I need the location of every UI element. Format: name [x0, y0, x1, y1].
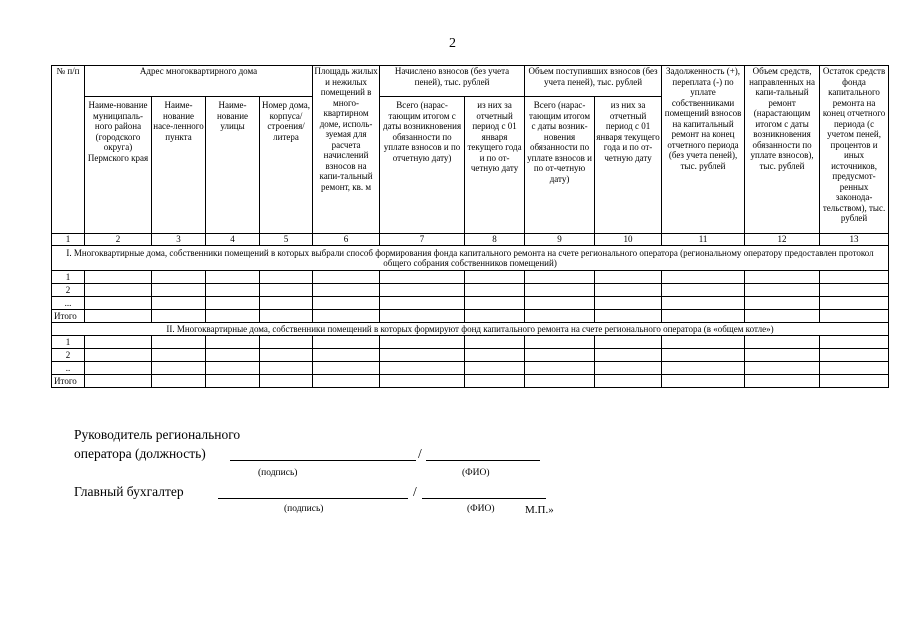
col-number: 13: [820, 234, 889, 246]
col-number: 1: [52, 234, 85, 246]
slash: /: [418, 446, 422, 461]
accountant-signature-line[interactable]: [218, 498, 408, 499]
fio-caption: (ФИО): [462, 468, 490, 478]
row-number: 1: [52, 271, 85, 284]
row-number: ...: [52, 297, 85, 310]
col-number: 11: [662, 234, 745, 246]
row-number: ..: [52, 362, 85, 375]
col-number: 12: [745, 234, 820, 246]
header-address-group: Адрес многоквартирного дома: [85, 66, 313, 97]
section1-title: I. Многоквартирные дома, собственники помещений в которых выбрали способ формирования фонда капитального ремонта на счете регионального оператора (региональному оператору предоставлен протокол общего собрания собственников помещений): [52, 246, 889, 271]
page-number: 2: [449, 36, 456, 51]
chief-accountant-label: Главный бухгалтер: [74, 484, 184, 499]
header-col3: Наиме-нование насе-ленного пункта: [152, 97, 206, 234]
col-number: 3: [152, 234, 206, 246]
row-number: 1: [52, 336, 85, 349]
header-col5: Номер дома, корпуса/ строения/ литера: [260, 97, 313, 234]
accountant-fio-line[interactable]: [422, 498, 546, 499]
header-col8: из них за отчетный период с 01 января текущего года и по от-четную дату: [465, 97, 525, 234]
stamp-label: М.П.»: [525, 504, 554, 516]
col-number: 4: [206, 234, 260, 246]
header-col9: Всего (нарас-тающим итогом с даты возник-новения обязанности по уплате взносов и по от-четную дату): [525, 97, 595, 234]
col-number: 10: [595, 234, 662, 246]
row-number: 2: [52, 284, 85, 297]
header-col1: № п/п: [52, 66, 85, 234]
header-col2: Наиме-нование муниципаль-ного района (городского округа) Пермского края: [85, 97, 152, 234]
slash: /: [413, 484, 417, 499]
col-number: 5: [260, 234, 313, 246]
head-signature-line[interactable]: [230, 460, 416, 461]
col-number: 8: [465, 234, 525, 246]
col-number: 6: [313, 234, 380, 246]
col-number: 2: [85, 234, 152, 246]
head-title-line2: оператора (должность): [74, 446, 206, 461]
col-number: 7: [380, 234, 465, 246]
total-label: Итого: [52, 375, 85, 388]
header-col11: Задолженность (+), переплата (-) по уплате собственниками помещений взносов на капитальный ремонт на конец отчетного периода (без учета пеней), тыс. рублей: [662, 66, 745, 234]
row-number: 2: [52, 349, 85, 362]
header-col12: Объем средств, направленных на капи-тальный ремонт (нарастающим итогом с даты возникновения обязанности по уплате взносов), тыс. рублей: [745, 66, 820, 234]
total-label: Итого: [52, 310, 85, 323]
head-title-line1: Руководитель регионального: [74, 427, 241, 442]
report-table: [51, 65, 889, 388]
header-col13: Остаток средств фонда капитального ремонта на конец отчетного периода (с учетом пеней, процентов и иных источников, предусмот-ренных законода-тельством), тыс. рублей: [820, 66, 889, 234]
signature-caption: (подпись): [284, 504, 324, 514]
header-charged-group: Начислено взносов (без учета пеней), тыс. рублей: [380, 66, 525, 97]
section2-title: II. Многоквартирные дома, собственники помещений в которых формируют фонд капитального ремонта на счете регионального оператора (в «общем котле»): [52, 323, 889, 336]
head-fio-line[interactable]: [426, 460, 540, 461]
fio-caption: (ФИО): [467, 504, 495, 514]
header-col6: Площадь жилых и нежилых помещений в много-квартирном доме, исполь-зуемая для расчета начислений взносов на капи-тальный ремонт, кв. м: [313, 66, 380, 234]
header-col7: Всего (нарас-тающим итогом с даты возникновения обязанности по уплате взносов и по отчетную дату): [380, 97, 465, 234]
col-number: 9: [525, 234, 595, 246]
header-col10: из них за отчетный период с 01 января текущего года и по от-четную дату: [595, 97, 662, 234]
header-received-group: Объем поступивших взносов (без учета пеней), тыс. рублей: [525, 66, 662, 97]
signature-caption: (подпись): [258, 468, 298, 478]
header-col4: Наиме-нование улицы: [206, 97, 260, 234]
